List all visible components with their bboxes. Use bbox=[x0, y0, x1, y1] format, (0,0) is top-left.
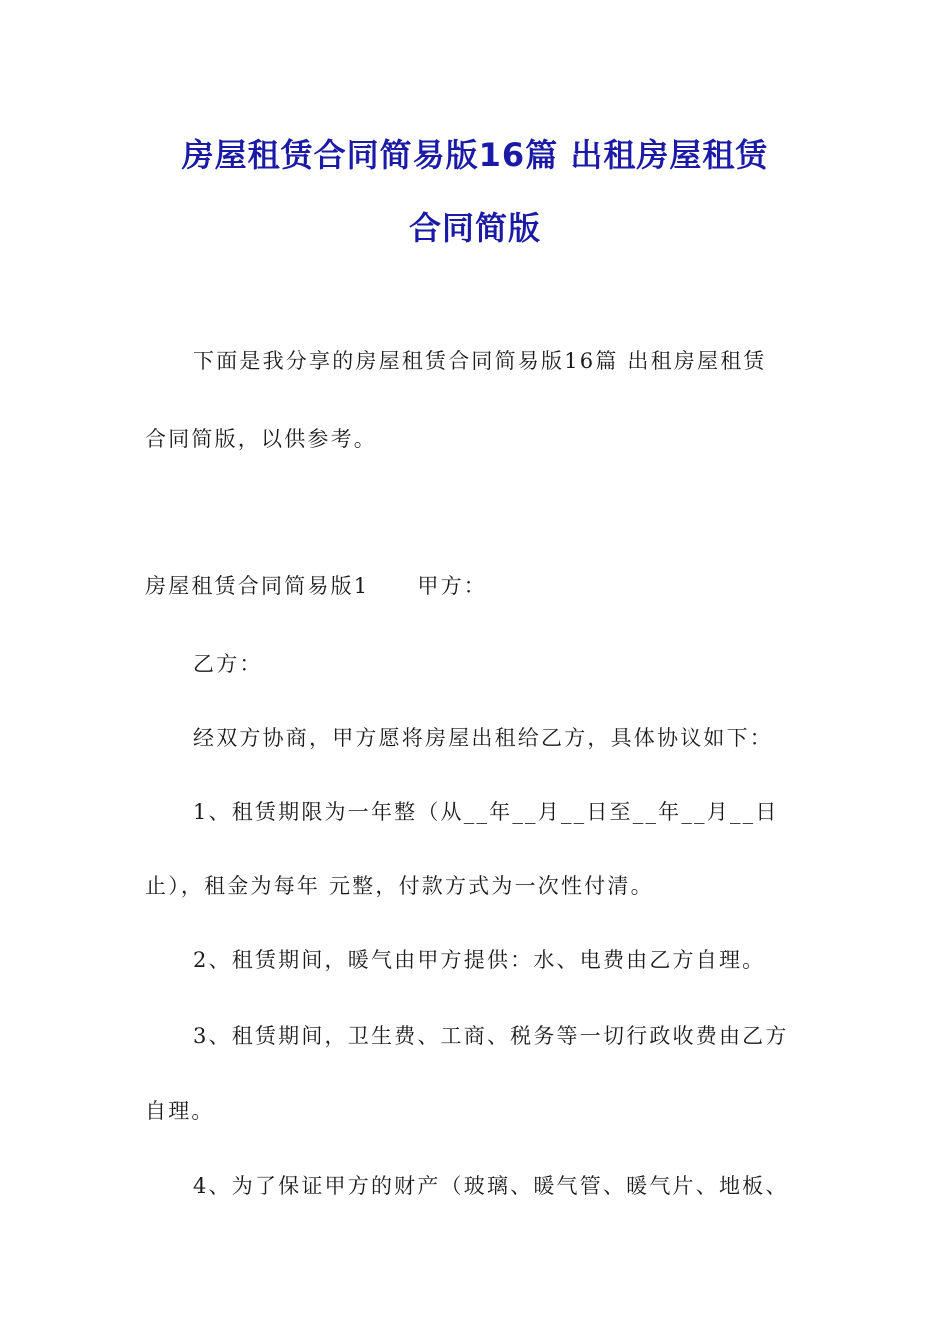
document-title-line2: 合同简版 bbox=[408, 209, 541, 247]
clause2: 2、租赁期间，暖气由甲方提供：水、电费由乙方自理。 bbox=[193, 948, 766, 972]
section-heading-row bbox=[145, 570, 487, 600]
intro-line1: 下面是我分享的房屋租赁合同简易版16篇 出租房屋租赁 bbox=[193, 349, 767, 373]
document-title-line1: 房屋租赁合同简易版16篇 出租房屋租赁 bbox=[181, 136, 769, 174]
clause3-line1: 3、租赁期间，卫生费、工商、税务等一切行政收费由乙方 bbox=[193, 1024, 789, 1048]
clause4-line1: 4、为了保证甲方的财产（玻璃、暖气管、暖气片、地板、 bbox=[193, 1174, 789, 1198]
clause3-line2: 自理。 bbox=[145, 1099, 215, 1123]
clause1-line2: 止），租金为每年 元整，付款方式为一次性付清。 bbox=[145, 874, 654, 898]
party-a-label: 甲方： bbox=[417, 574, 487, 598]
preamble: 经双方协商，甲方愿将房屋出租给乙方，具体协议如下： bbox=[193, 726, 773, 750]
party-b-label: 乙方： bbox=[193, 652, 263, 676]
clause1-line1: 1、租赁期限为一年整（从__年__月__日至__年__月__日 bbox=[193, 800, 779, 824]
section-heading: 房屋租赁合同简易版1 bbox=[145, 574, 370, 598]
intro-line2: 合同简版，以供参考。 bbox=[145, 427, 377, 451]
